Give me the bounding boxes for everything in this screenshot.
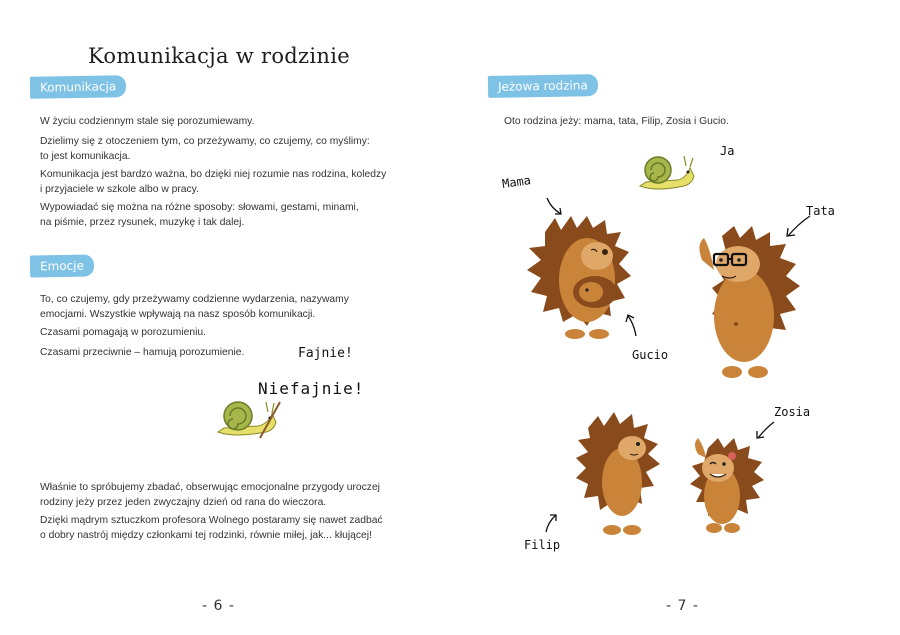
- handwritten-fajnie: Fajnie!: [298, 346, 353, 361]
- handwritten-niefajnie: Niefajnie!: [258, 379, 365, 398]
- hedgehog-mama-illustration: [525, 212, 635, 342]
- page-number: - 7 -: [666, 598, 699, 614]
- snail-illustration: [214, 394, 284, 440]
- arrow-icon: [542, 512, 562, 534]
- paragraph: Wypowiadać się można na różne sposoby: słowami, gestami, minami, na piśmie, przez rysunek, muzykę i tak dalej.: [40, 202, 359, 228]
- intro-paragraph: Oto rodzina jeży: mama, tata, Filip, Zosia i Gucio.: [504, 116, 729, 127]
- arrow-icon: [624, 312, 640, 338]
- page-title: Komunikacja w rodzinie: [88, 44, 350, 68]
- paragraph: Komunikacja jest bardzo ważna, bo dzięki niej rozumie nas rodzina, koledzy i przyjaciele w szkole albo w pracy.: [40, 169, 387, 195]
- section-tag-jezowa-rodzina: Jeżowa rodzina: [488, 74, 598, 98]
- paragraph: To, co czujemy, gdy przeżywamy codzienne wydarzenia, nazywamy emocjami. Wszystkie wpływają na nasz sposób komunikacji.: [40, 294, 349, 320]
- label-ja: Ja: [720, 144, 735, 158]
- paragraph: Czasami przeciwnie – hamują porozumienie.: [40, 347, 245, 358]
- paragraph: Dzięki mądrym sztuczkom profesora Wolnego postaramy się nawet zadbać o dobry nastrój między członkami tej rodzinki, równie miłej, jak... kłującej!: [40, 515, 383, 541]
- label-tata: Tata: [806, 204, 835, 218]
- label-gucio: Gucio: [632, 348, 669, 362]
- section-tag-emocje: Emocje: [30, 254, 94, 277]
- hedgehog-filip-illustration: [574, 410, 660, 538]
- label-mama: Mama: [501, 173, 532, 191]
- page-number: - 6 -: [202, 598, 235, 614]
- label-zosia: Zosia: [774, 405, 811, 419]
- paragraph: W życiu codziennym stale się porozumiewamy.: [40, 116, 255, 127]
- paragraph: Czasami pomagają w porozumieniu.: [40, 327, 206, 338]
- paragraph: Dzielimy się z otoczeniem tym, co przeżywamy, co czujemy, co myślimy: to jest komunikacja.: [40, 136, 370, 162]
- section-tag-komunikacja: Komunikacja: [30, 75, 127, 99]
- hedgehog-tata-illustration: [692, 224, 804, 380]
- right-page: [450, 0, 900, 635]
- paragraph: Właśnie to spróbujemy zbadać, obserwując emocjonalne przygody uroczej rodziny jeży przez jeden zwyczajny dzień od rana do wieczora.: [40, 482, 380, 508]
- label-filip: Filip: [524, 538, 561, 552]
- snail-illustration: [638, 150, 698, 192]
- hedgehog-zosia-illustration: [688, 434, 764, 534]
